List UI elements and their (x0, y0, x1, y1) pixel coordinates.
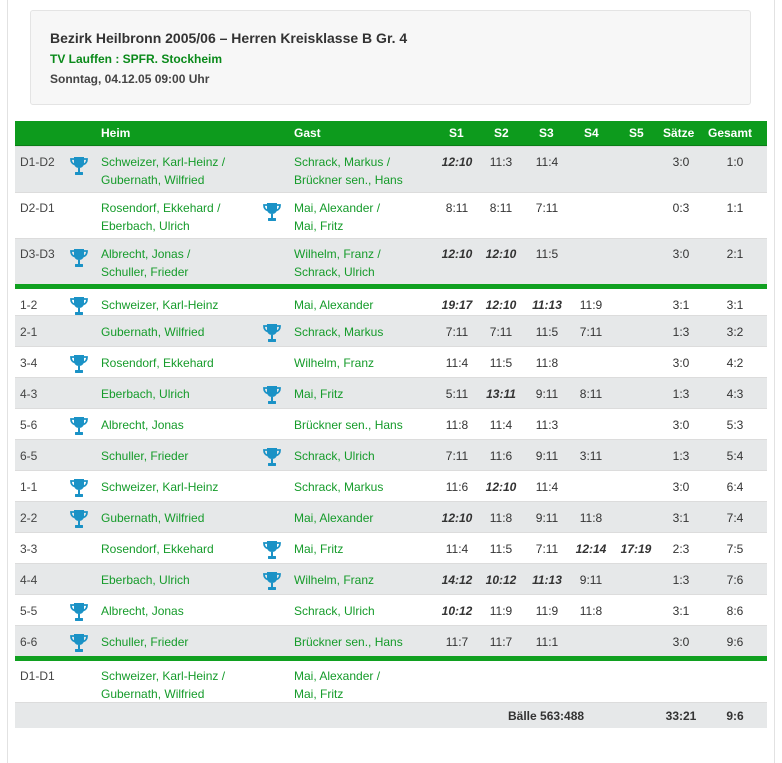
set-score-s3: 11:1 (535, 635, 559, 649)
set-score-s4: 3:11 (579, 449, 603, 463)
match-date: Sonntag, 04.12.05 09:00 Uhr (50, 72, 210, 86)
heim-player-name[interactable]: Schuller, Frieder (101, 449, 189, 463)
set-score-s3: 11:4 (535, 155, 559, 169)
heim-player-name[interactable]: Schweizer, Karl-Heinz / (101, 155, 226, 169)
table-row (15, 656, 767, 702)
gast-player-name[interactable]: Schrack, Markus / (294, 155, 391, 169)
set-score-s2: 11:9 (489, 604, 513, 618)
gesamt-score: 5:3 (726, 418, 744, 432)
heim-player-name[interactable]: Albrecht, Jonas (101, 604, 184, 618)
col-s2: S2 (494, 126, 509, 140)
col-gast: Gast (294, 126, 321, 140)
table-footer (15, 702, 767, 728)
gast-player-link[interactable] (294, 385, 343, 403)
gesamt-score: 7:4 (726, 511, 744, 525)
match-number: 6-6 (20, 635, 38, 649)
set-score-s3: 7:11 (535, 201, 559, 215)
match-number: 1-2 (20, 298, 38, 312)
heim-player-name[interactable]: Schweizer, Karl-Heinz (101, 298, 219, 312)
match-number: 6-5 (20, 449, 38, 463)
set-score-s3: 11:5 (535, 247, 559, 261)
heim-player-link[interactable] (101, 571, 190, 589)
table-row (15, 284, 767, 315)
heim-player-link[interactable] (101, 385, 190, 403)
saetze-score: 3:0 (672, 480, 690, 494)
table-row (15, 625, 767, 656)
trophy-icon (69, 477, 89, 499)
table-row (15, 146, 767, 192)
gesamt-score: 4:3 (726, 387, 744, 401)
set-score-s1: 11:6 (445, 480, 469, 494)
match-number: 2-1 (20, 325, 38, 339)
gast-player-link[interactable] (294, 633, 403, 651)
set-score-s4: 9:11 (579, 573, 603, 587)
set-score-s2: 10:12 (485, 573, 517, 587)
match-number: 4-4 (20, 573, 38, 587)
gast-player-link[interactable] (294, 602, 375, 620)
heim-player-link[interactable] (101, 509, 204, 527)
gast-partner-name[interactable]: Brückner sen., Hans (294, 173, 403, 187)
gesamt-score: 6:4 (726, 480, 744, 494)
gast-player-name[interactable]: Schrack, Markus (294, 325, 384, 339)
col-heim: Heim (101, 126, 131, 140)
match-number: 2-2 (20, 511, 38, 525)
col-s4: S4 (584, 126, 599, 140)
trophy-icon (262, 201, 282, 223)
table-row (15, 377, 767, 408)
gast-player-link[interactable] (294, 354, 374, 372)
set-score-s1: 19:17 (441, 298, 473, 312)
set-score-s4: 8:11 (579, 387, 603, 401)
saetze-score: 3:0 (672, 418, 690, 432)
match-number: D3-D3 (20, 247, 55, 261)
trophy-icon (69, 155, 89, 177)
col-s3: S3 (539, 126, 554, 140)
gesamt-score: 4:2 (726, 356, 744, 370)
gast-partner-name[interactable]: Mai, Fritz (294, 219, 344, 233)
set-score-s3: 7:11 (535, 542, 559, 556)
match-number: 1-1 (20, 480, 38, 494)
trophy-icon (262, 570, 282, 592)
col-s1: S1 (449, 126, 464, 140)
match-number: 3-3 (20, 542, 38, 556)
trophy-icon (69, 247, 89, 269)
heim-player-name[interactable]: Schuller, Frieder (101, 635, 189, 649)
gesamt-score: 9:6 (726, 635, 744, 649)
set-score-s3: 9:11 (535, 387, 559, 401)
match-number: 5-5 (20, 604, 38, 618)
set-score-s1: 14:12 (441, 573, 473, 587)
saetze-score: 1:3 (672, 449, 690, 463)
table-row (15, 439, 767, 470)
gesamt-score: 8:6 (726, 604, 744, 618)
gast-player-name[interactable]: Brückner sen., Hans (294, 635, 403, 649)
heim-partner-name[interactable]: Gubernath, Wilfried (101, 173, 205, 187)
baelle-total: Bälle 563:488 (508, 709, 585, 723)
heim-player-name[interactable]: Rosendorf, Ekkehard (101, 542, 214, 556)
saetze-score: 3:0 (672, 635, 690, 649)
heim-player-link[interactable] (101, 540, 214, 558)
set-score-s2: 11:4 (489, 418, 513, 432)
heim-player-link[interactable] (101, 354, 214, 372)
set-score-s5: 17:19 (620, 542, 652, 556)
table-row (15, 470, 767, 501)
set-score-s1: 12:10 (441, 155, 473, 169)
set-score-s1: 5:11 (445, 387, 469, 401)
set-score-s3: 9:11 (535, 449, 559, 463)
gast-player-link[interactable] (294, 478, 383, 496)
table-row (15, 594, 767, 625)
gast-player-name[interactable]: Brückner sen., Hans (294, 418, 403, 432)
set-score-s2: 12:10 (485, 298, 517, 312)
gast-player-link[interactable] (294, 199, 380, 235)
gast-player-name[interactable]: Mai, Alexander (294, 511, 374, 525)
set-score-s4: 7:11 (579, 325, 603, 339)
gesamt-score: 7:5 (726, 542, 744, 556)
trophy-icon (69, 353, 89, 375)
trophy-icon (69, 415, 89, 437)
set-score-s1: 12:10 (441, 511, 473, 525)
table-row (15, 238, 767, 284)
heim-partner-name[interactable]: Schuller, Frieder (101, 265, 189, 279)
gesamt-score: 3:2 (726, 325, 744, 339)
gast-player-link[interactable] (294, 416, 403, 434)
heim-player-name[interactable]: Eberbach, Ulrich (101, 387, 190, 401)
trophy-icon (262, 446, 282, 468)
heim-player-name[interactable]: Gubernath, Wilfried (101, 511, 205, 525)
gast-player-link[interactable] (294, 509, 373, 527)
set-score-s1: 11:7 (445, 635, 469, 649)
match-number: 3-4 (20, 356, 38, 370)
match-teams-link[interactable]: TV Lauffen : SPFR. Stockheim (50, 52, 223, 66)
trophy-icon (69, 632, 89, 654)
table-header (15, 121, 767, 146)
col-s5: S5 (629, 126, 644, 140)
trophy-icon (69, 508, 89, 530)
set-score-s3: 11:13 (532, 298, 562, 312)
set-score-s4: 11:8 (579, 604, 603, 618)
saetze-score: 1:3 (672, 325, 690, 339)
set-score-s2: 11:8 (489, 511, 513, 525)
saetze-score: 3:1 (672, 604, 690, 618)
gast-player-name[interactable]: Mai, Fritz (294, 387, 344, 401)
saetze-score: 3:0 (672, 356, 690, 370)
set-score-s2: 11:7 (489, 635, 513, 649)
set-score-s2: 8:11 (489, 201, 513, 215)
match-number: D1-D1 (20, 669, 55, 683)
heim-player-link[interactable] (101, 245, 190, 281)
gesamt-score: 5:4 (726, 449, 744, 463)
set-score-s3: 11:13 (532, 573, 562, 587)
gesamt-score: 2:1 (726, 247, 744, 261)
heim-player-link[interactable] (101, 153, 225, 189)
gesamt-score: 1:1 (726, 201, 744, 215)
set-score-s1: 11:4 (445, 356, 469, 370)
saetze-score: 1:3 (672, 573, 690, 587)
trophy-icon (262, 384, 282, 406)
set-score-s2: 12:10 (485, 480, 517, 494)
set-score-s3: 9:11 (535, 511, 559, 525)
set-score-s1: 11:8 (445, 418, 469, 432)
heim-player-link[interactable] (101, 447, 188, 465)
gesamt-score: 7:6 (726, 573, 744, 587)
table-row (15, 346, 767, 377)
table-row (15, 563, 767, 594)
heim-player-name[interactable]: Schweizer, Karl-Heinz / (101, 669, 226, 683)
heim-player-link[interactable] (101, 602, 184, 620)
gast-partner-name[interactable]: Schrack, Ulrich (294, 265, 375, 279)
gast-player-name[interactable]: Mai, Fritz (294, 542, 344, 556)
table-row (15, 532, 767, 563)
heim-player-link[interactable] (101, 667, 225, 703)
saetze-total: 33:21 (665, 709, 697, 723)
col-saetze: Sätze (663, 126, 695, 140)
gast-player-name[interactable]: Schrack, Ulrich (294, 604, 375, 618)
heim-player-link[interactable] (101, 296, 218, 314)
table-row (15, 315, 767, 346)
match-number: 5-6 (20, 418, 38, 432)
match-title: Bezirk Heilbronn 2005/06 – Herren Kreisklasse B Gr. 4 (50, 30, 408, 46)
set-score-s1: 7:11 (445, 325, 469, 339)
set-score-s1: 7:11 (445, 449, 469, 463)
col-gesamt: Gesamt (708, 126, 753, 140)
gast-player-link[interactable] (294, 540, 343, 558)
set-score-s3: 11:5 (535, 325, 559, 339)
gast-player-link[interactable] (294, 323, 383, 341)
gast-player-name[interactable]: Mai, Alexander / (294, 201, 381, 215)
saetze-score: 3:1 (672, 298, 690, 312)
heim-player-name[interactable]: Schweizer, Karl-Heinz (101, 480, 219, 494)
saetze-score: 2:3 (672, 542, 690, 556)
gast-player-link[interactable] (294, 296, 373, 314)
saetze-score: 3:1 (672, 511, 690, 525)
gast-player-link[interactable] (294, 667, 380, 703)
heim-player-link[interactable] (101, 633, 188, 651)
set-score-s2: 11:5 (489, 542, 513, 556)
set-score-s3: 11:4 (535, 480, 559, 494)
heim-player-name[interactable]: Rosendorf, Ekkehard (101, 356, 214, 370)
trophy-icon (262, 539, 282, 561)
match-number: 4-3 (20, 387, 38, 401)
set-score-s1: 8:11 (445, 201, 469, 215)
gast-player-name[interactable]: Mai, Alexander / (294, 669, 381, 683)
results-table (15, 121, 767, 728)
gast-player-name[interactable]: Schrack, Ulrich (294, 449, 375, 463)
heim-player-link[interactable] (101, 323, 204, 341)
match-header (30, 10, 751, 105)
heim-player-name[interactable]: Albrecht, Jonas (101, 418, 184, 432)
set-score-s3: 11:8 (535, 356, 559, 370)
set-score-s2: 12:10 (485, 247, 517, 261)
table-body (15, 146, 767, 702)
set-score-s2: 11:3 (489, 155, 513, 169)
table-row (15, 192, 767, 238)
set-score-s1: 10:12 (441, 604, 473, 618)
gesamt-score: 3:1 (726, 298, 744, 312)
frame-border-left (7, 0, 8, 763)
gast-player-link[interactable] (294, 571, 374, 589)
set-score-s3: 11:3 (535, 418, 559, 432)
set-score-s4: 11:8 (579, 511, 603, 525)
saetze-score: 3:0 (672, 155, 690, 169)
trophy-icon (262, 322, 282, 344)
heim-player-link[interactable] (101, 199, 220, 235)
set-score-s4: 11:9 (579, 298, 603, 312)
gesamt-total: 9:6 (726, 709, 744, 723)
heim-player-link[interactable] (101, 478, 218, 496)
gast-player-link[interactable] (294, 245, 381, 281)
set-score-s4: 12:14 (575, 542, 607, 556)
heim-player-link[interactable] (101, 416, 184, 434)
saetze-score: 3:0 (672, 247, 690, 261)
gast-player-name[interactable]: Mai, Alexander (294, 298, 374, 312)
gast-partner-name[interactable]: Mai, Fritz (294, 687, 344, 701)
gast-player-name[interactable]: Wilhelm, Franz (294, 573, 375, 587)
gast-player-link[interactable] (294, 153, 403, 189)
heim-player-name[interactable]: Rosendorf, Ekkehard / (101, 201, 221, 215)
heim-player-name[interactable]: Gubernath, Wilfried (101, 325, 205, 339)
trophy-icon (69, 601, 89, 623)
gast-player-link[interactable] (294, 447, 375, 465)
gesamt-score: 1:0 (726, 155, 744, 169)
frame-border-right (774, 0, 775, 763)
gast-player-name[interactable]: Schrack, Markus (294, 480, 384, 494)
trophy-icon (69, 295, 89, 317)
set-score-s2: 11:6 (489, 449, 513, 463)
gast-player-name[interactable]: Wilhelm, Franz (294, 356, 375, 370)
heim-partner-name[interactable]: Gubernath, Wilfried (101, 687, 205, 701)
table-row (15, 408, 767, 439)
set-score-s1: 12:10 (441, 247, 473, 261)
heim-player-name[interactable]: Albrecht, Jonas / (101, 247, 191, 261)
heim-partner-name[interactable]: Eberbach, Ulrich (101, 219, 190, 233)
set-score-s3: 11:9 (535, 604, 559, 618)
set-score-s2: 11:5 (489, 356, 513, 370)
gast-player-name[interactable]: Wilhelm, Franz / (294, 247, 381, 261)
saetze-score: 1:3 (672, 387, 690, 401)
set-score-s1: 11:4 (445, 542, 469, 556)
set-score-s2: 7:11 (489, 325, 513, 339)
table-row (15, 501, 767, 532)
set-score-s2: 13:11 (486, 387, 516, 401)
match-number: D1-D2 (20, 155, 55, 169)
heim-player-name[interactable]: Eberbach, Ulrich (101, 573, 190, 587)
saetze-score: 0:3 (672, 201, 690, 215)
match-number: D2-D1 (20, 201, 55, 215)
